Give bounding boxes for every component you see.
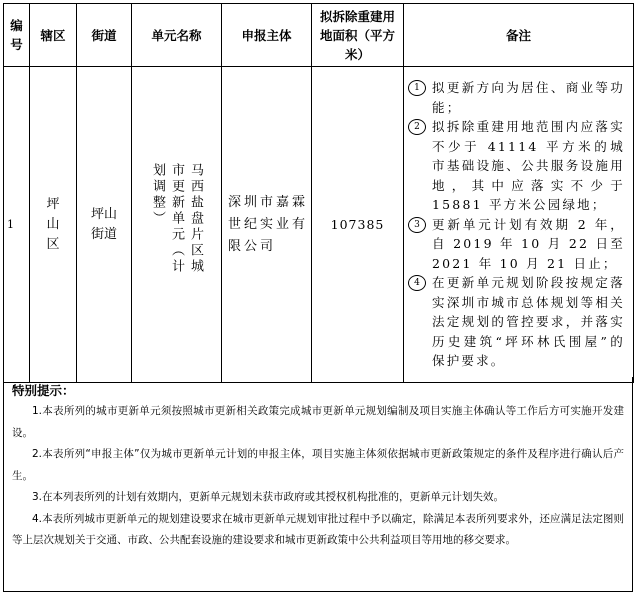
remark-item [408,117,625,215]
header-applicant: 申报主体 [222,4,312,67]
renewal-unit-table [3,3,634,383]
row-district-cell [30,67,77,383]
special-notice-item: 1.本表所列的城市更新单元须按照城市更新相关政策完成城市更新单元规划编制及项目实施主体确认等工作后方可实施开发建设。 [12,405,624,439]
row-street-cell [77,67,132,383]
row-street: 坪山街道 [90,206,117,242]
row-area: 107385 [312,67,404,383]
row-unit-name: 马西盐盘片区城市更新单元（计划调整） [150,162,203,275]
remark-number-badge: 1 [408,80,426,96]
table-row [4,67,634,383]
remark-text: 更新单元计划有效期 2 年，自 2019 年 10 月 22 日至 2021 年 10 月 21 日止； [432,216,625,271]
remark-text: 拟更新方向为居住、商业等功能； [432,80,625,115]
special-notice-item: 2.本表所列“申报主体”仅为城市更新单元计划的申报主体，项目实施主体须依据城市更新政策规定的条件及程序进行确认后产生。 [12,448,624,482]
remark-text: 在更新单元规划阶段按规定落实深圳市城市总体规划等相关法定规划的管控要求，并落实历史建筑“坪环林氏围屋”的保护要求。 [432,275,625,369]
special-notice-item: 4.本表所列城市更新单元的规划建设要求在城市更新单元规划审批过程中予以确定，除满足本表所列要求外，还应满足法定图则等上层次规划关于交通、市政、公共配套设施的建设要求和城市更新政策中公共利益项目等用地的移交要求。 [12,512,624,546]
remark-number-badge: 2 [408,119,426,135]
table-header-row [4,4,634,67]
row-no: 1 [4,67,30,383]
row-remarks [404,67,634,383]
header-street: 街道 [77,4,132,67]
row-district: 坪山区 [46,196,60,252]
header-area: 拟拆除重建用地面积（平方米） [312,4,404,67]
row-applicant: 深圳市嘉霖世纪实业有限公司 [222,67,312,383]
header-district: 辖区 [30,4,77,67]
special-notice-title: 特别提示： [12,383,75,398]
header-no: 编号 [4,4,30,67]
special-notice [3,377,633,592]
remark-item [408,215,625,274]
header-remarks: 备注 [404,4,634,67]
header-unit-name: 单元名称 [132,4,222,67]
remark-item [408,78,625,117]
special-notice-item: 3.在本列表所列的计划有效期内，更新单元规划未获市政府或其授权机构批准的，更新单元计划失效。 [32,491,505,503]
remark-item [408,273,625,371]
remark-number-badge: 4 [408,275,426,291]
remark-number-badge: 3 [408,217,426,233]
remark-text: 拟拆除重建用地范围内应落实不少于 41114 平方米的城市基础设施、公共服务设施用地，其中应落实不少于 15881 平方米公园绿地； [432,119,625,213]
row-unit-name-cell [132,67,222,383]
